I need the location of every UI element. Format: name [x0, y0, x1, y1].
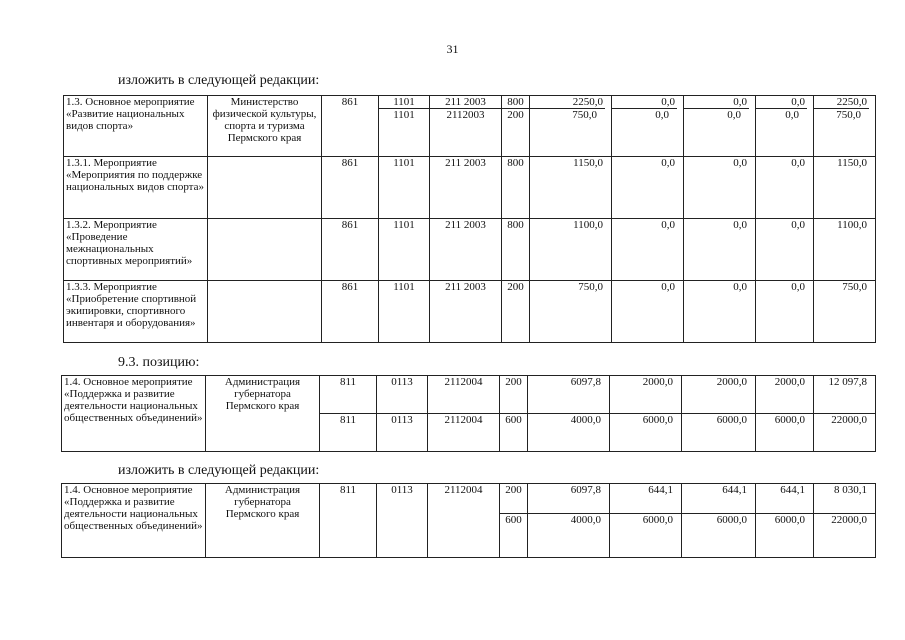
- cell-kind: [502, 96, 530, 157]
- cell-amount: 0,0: [684, 219, 756, 281]
- table-row: [64, 219, 876, 281]
- cell-target: 211 2003: [430, 219, 502, 281]
- table-row: [64, 96, 876, 157]
- cell-amount: 2000,0: [756, 376, 814, 414]
- section-heading-2: 9.3. позицию:: [118, 355, 200, 370]
- measure-name: 1.3.3. Мероприятие «Приобретение спортивной экипировки, спортивного инвентаря и оборудования»: [64, 281, 208, 343]
- cell-amount: 0,0: [612, 157, 684, 219]
- cell-value: 200: [502, 108, 529, 121]
- cell-value: 0,0: [756, 108, 807, 121]
- cell-target: 2112004: [428, 484, 500, 558]
- cell-kind: 200: [500, 376, 528, 414]
- measure-name: 1.3.1. Мероприятие «Мероприятия по поддержке национальных видов спорта»: [64, 157, 208, 219]
- cell-total: 1150,0: [814, 157, 876, 219]
- table-row: [64, 281, 876, 343]
- cell-amount: 6097,8: [528, 484, 610, 514]
- cell-amount: 2000,0: [682, 376, 756, 414]
- cell-total: 12 097,8: [814, 376, 876, 414]
- cell-amount: 6000,0: [756, 414, 814, 452]
- cell-kind: 600: [500, 414, 528, 452]
- cell-value: 0,0: [661, 96, 675, 108]
- cell-amount: 644,1: [756, 484, 814, 514]
- cell-section: 1101: [379, 219, 430, 281]
- responsible-org: Администрация губернатора Пермского края: [206, 376, 320, 452]
- budget-table-3: [61, 483, 876, 558]
- cell-section: 1101: [379, 281, 430, 343]
- cell-amount: 0,0: [756, 157, 814, 219]
- cell-amount: 644,1: [682, 484, 756, 514]
- cell-kind: 800: [502, 219, 530, 281]
- cell-total: 8 030,1: [814, 484, 876, 514]
- cell-grbs: 811: [320, 414, 377, 452]
- measure-name: 1.3. Основное мероприятие «Развитие национальных видов спорта»: [64, 96, 208, 157]
- cell-target: 2112004: [428, 376, 500, 414]
- cell-amount: 0,0: [756, 281, 814, 343]
- cell-kind: 200: [502, 281, 530, 343]
- cell-value: 0,0: [791, 96, 805, 108]
- cell-target: 211 2003: [430, 157, 502, 219]
- cell-amount: 0,0: [756, 219, 814, 281]
- table-row: [62, 484, 876, 514]
- responsible-org: [208, 157, 322, 219]
- responsible-org: Министерство физической культуры, спорта и туризма Пермского края: [208, 96, 322, 157]
- cell-grbs: 811: [320, 376, 377, 414]
- responsible-org: Администрация губернатора Пермского края: [206, 484, 320, 558]
- cell-amount: 644,1: [610, 484, 682, 514]
- cell-section: [379, 96, 430, 157]
- cell-value: 211 2003: [445, 96, 486, 108]
- cell-value: 750,0: [814, 108, 869, 121]
- cell-amount: 4000,0: [528, 514, 610, 558]
- cell-amount: [612, 96, 684, 157]
- cell-value: 0,0: [612, 108, 677, 121]
- cell-section: 1101: [379, 157, 430, 219]
- cell-value: 1101: [379, 108, 429, 121]
- cell-value: 0,0: [684, 108, 749, 121]
- cell-amount: [684, 96, 756, 157]
- table-row: [62, 376, 876, 414]
- cell-value: 800: [507, 96, 524, 108]
- measure-name: 1.3.2. Мероприятие «Проведение межнациональных спортивных мероприятий»: [64, 219, 208, 281]
- cell-grbs: 861: [322, 281, 379, 343]
- cell-amount: 4000,0: [528, 414, 610, 452]
- cell-grbs: 861: [322, 96, 379, 157]
- section-heading-1: изложить в следующей редакции:: [118, 73, 320, 88]
- cell-value: 2250,0: [572, 96, 603, 108]
- cell-total: 1100,0: [814, 219, 876, 281]
- cell-amount: 6000,0: [610, 414, 682, 452]
- page-number: 31: [446, 42, 459, 56]
- cell-target: 2112004: [428, 414, 500, 452]
- cell-amount: [530, 96, 612, 157]
- cell-amount: 6000,0: [610, 514, 682, 558]
- cell-target: [430, 96, 502, 157]
- cell-value: 750,0: [530, 108, 605, 121]
- cell-amount: 1100,0: [530, 219, 612, 281]
- cell-amount: 1150,0: [530, 157, 612, 219]
- cell-section: 0113: [377, 414, 428, 452]
- cell-section: 0113: [377, 484, 428, 558]
- cell-amount: 750,0: [530, 281, 612, 343]
- cell-amount: 0,0: [684, 281, 756, 343]
- cell-kind: 200: [500, 484, 528, 514]
- cell-grbs: 811: [320, 484, 377, 558]
- cell-amount: 0,0: [612, 219, 684, 281]
- cell-grbs: 861: [322, 219, 379, 281]
- cell-amount: 6000,0: [682, 414, 756, 452]
- responsible-org: [208, 219, 322, 281]
- cell-grbs: 861: [322, 157, 379, 219]
- cell-amount: 6000,0: [756, 514, 814, 558]
- cell-value: 2112003: [430, 108, 501, 121]
- cell-total: 750,0: [814, 281, 876, 343]
- budget-table-1: [63, 95, 876, 343]
- cell-target: 211 2003: [430, 281, 502, 343]
- cell-amount: [756, 96, 814, 157]
- budget-table-2: [61, 375, 876, 452]
- cell-value: 1101: [393, 96, 415, 108]
- cell-value: 0,0: [733, 96, 747, 108]
- cell-amount: 0,0: [684, 157, 756, 219]
- cell-amount: 6000,0: [682, 514, 756, 558]
- measure-name: 1.4. Основное мероприятие «Поддержка и развитие деятельности национальных общественных объединений»: [62, 376, 206, 452]
- measure-name: 1.4. Основное мероприятие «Поддержка и развитие деятельности национальных общественных объединений»: [62, 484, 206, 558]
- cell-amount: 2000,0: [610, 376, 682, 414]
- cell-amount: 6097,8: [528, 376, 610, 414]
- responsible-org: [208, 281, 322, 343]
- table-row: [64, 157, 876, 219]
- section-heading-3: изложить в следующей редакции:: [118, 463, 320, 478]
- cell-total: [814, 96, 876, 157]
- cell-total: 22000,0: [814, 414, 876, 452]
- cell-value: 2250,0: [836, 96, 867, 108]
- cell-total: 22000,0: [814, 514, 876, 558]
- cell-section: 0113: [377, 376, 428, 414]
- cell-amount: 0,0: [612, 281, 684, 343]
- cell-kind: 800: [502, 157, 530, 219]
- cell-kind: 600: [500, 514, 528, 558]
